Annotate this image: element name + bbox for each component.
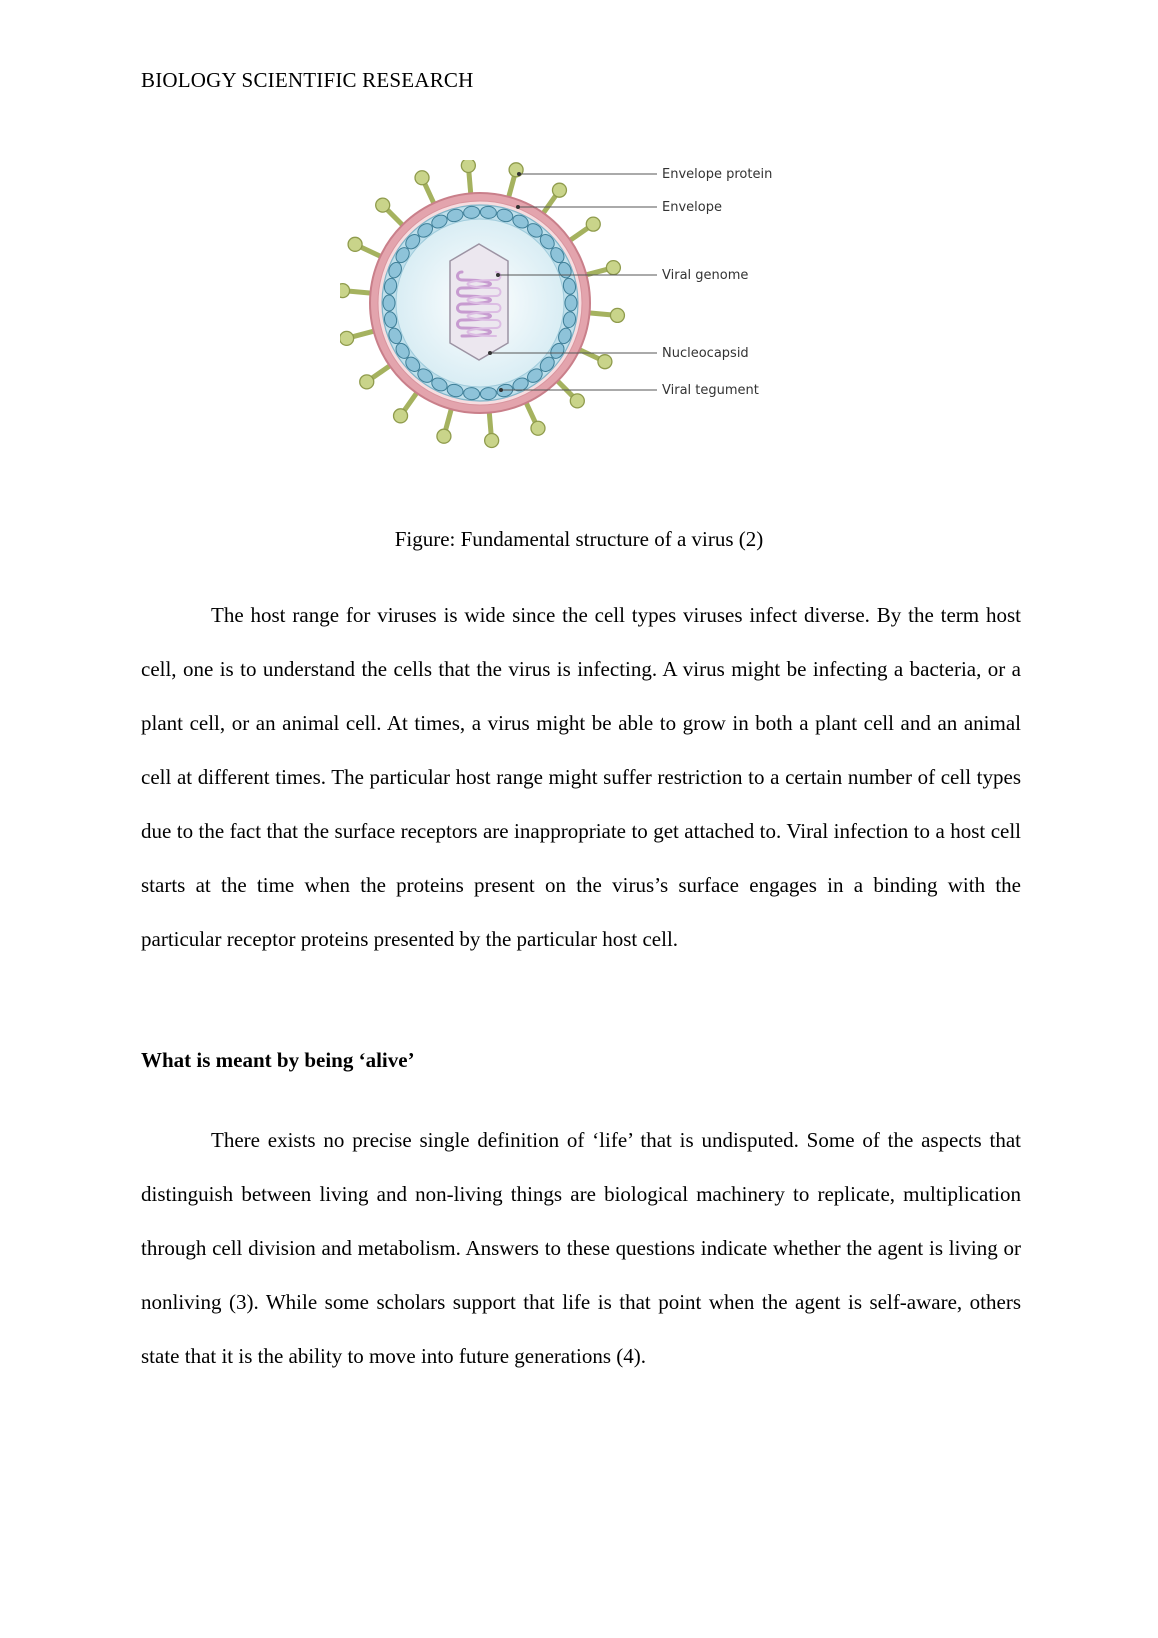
section-heading: What is meant by being ‘alive’ — [141, 1048, 415, 1072]
spike-head — [360, 375, 374, 389]
spike-stem — [403, 391, 417, 411]
leader-dot — [517, 172, 521, 176]
running-head: BIOLOGY SCIENTIFIC RESEARCH — [141, 68, 474, 92]
leader-dot — [496, 273, 500, 277]
spike-head — [586, 217, 600, 231]
spike-stem — [386, 209, 404, 227]
spike-head — [461, 160, 475, 172]
label-viral-tegument: Viral tegument — [662, 383, 759, 398]
virus-structure-figure — [340, 160, 840, 480]
spike-head — [610, 308, 624, 322]
spike-head — [552, 183, 566, 197]
spike-stem — [360, 246, 383, 257]
spike-head — [340, 284, 350, 298]
spike-stem — [424, 182, 435, 205]
spike-head — [348, 237, 362, 251]
paragraph-host-range — [141, 588, 1021, 966]
spike-stem — [584, 269, 608, 275]
spike-head — [415, 171, 429, 185]
spike-head — [570, 394, 584, 408]
spike-stem — [469, 170, 471, 195]
spike-head — [606, 261, 620, 275]
spike-head — [509, 163, 523, 177]
spike-head — [485, 434, 499, 448]
virus-diagram — [340, 160, 840, 480]
spike-head — [376, 198, 390, 212]
label-envelope-protein: Envelope protein — [662, 167, 773, 182]
paragraph-alive — [141, 1113, 1021, 1383]
spike-stem — [556, 380, 574, 398]
spike-stem — [588, 313, 613, 315]
capsomere — [565, 295, 577, 311]
spike-head — [437, 429, 451, 443]
spike-stem — [351, 331, 375, 337]
spike-stem — [508, 175, 515, 199]
spike-stem — [578, 349, 601, 360]
label-viral-genome: Viral genome — [662, 268, 749, 283]
spike-stem — [489, 411, 491, 436]
paragraph-host-range-text: The host range for viruses is wide since the cell types viruses infect diverse. By the term host cell, one is to understand the cells that the virus is infecting. A virus might be infecting a bacteria, or a plant cell, or an animal cell. At times, a virus might be able to grow in both a plant cell and an animal cell at different times. The particular host range might suffer restriction to a certain number of cell types due to the fact that the surface receptors are inappropriate to get attached to. Viral infection to a host cell starts at the time when the proteins present on the virus’s surface engages in a binding with the particular receptor proteins presented by the particular host cell. — [141, 603, 1021, 951]
spike-stem — [569, 227, 590, 241]
spike-head — [531, 421, 545, 435]
spike-head — [598, 355, 612, 369]
leader-dot — [516, 205, 520, 209]
spike-head — [394, 409, 408, 423]
leader-dot — [488, 351, 492, 355]
spike-head — [340, 331, 354, 345]
spike-stem — [348, 291, 373, 293]
label-nucleocapsid: Nucleocapsid — [662, 346, 749, 361]
spike-stem — [371, 365, 392, 379]
leader-dot — [499, 388, 503, 392]
figure-caption: Figure: Fundamental structure of a virus (2) — [394, 527, 764, 551]
label-envelope: Envelope — [662, 200, 722, 215]
capsomere — [383, 295, 395, 311]
paragraph-alive-text: There exists no precise single definition of ‘life’ that is undisputed. Some of the aspects that distinguish between living and non-living things are biological machinery to replicate, multiplication through cell division and metabolism. Answers to these questions indicate whether the agent is living or nonliving (3). While some scholars support that life is that point when the agent is self-aware, others state that it is the ability to move into future generations (4). — [141, 1128, 1021, 1368]
spike-stem — [525, 401, 536, 424]
spike-stem — [445, 407, 452, 431]
spike-stem — [542, 194, 556, 214]
